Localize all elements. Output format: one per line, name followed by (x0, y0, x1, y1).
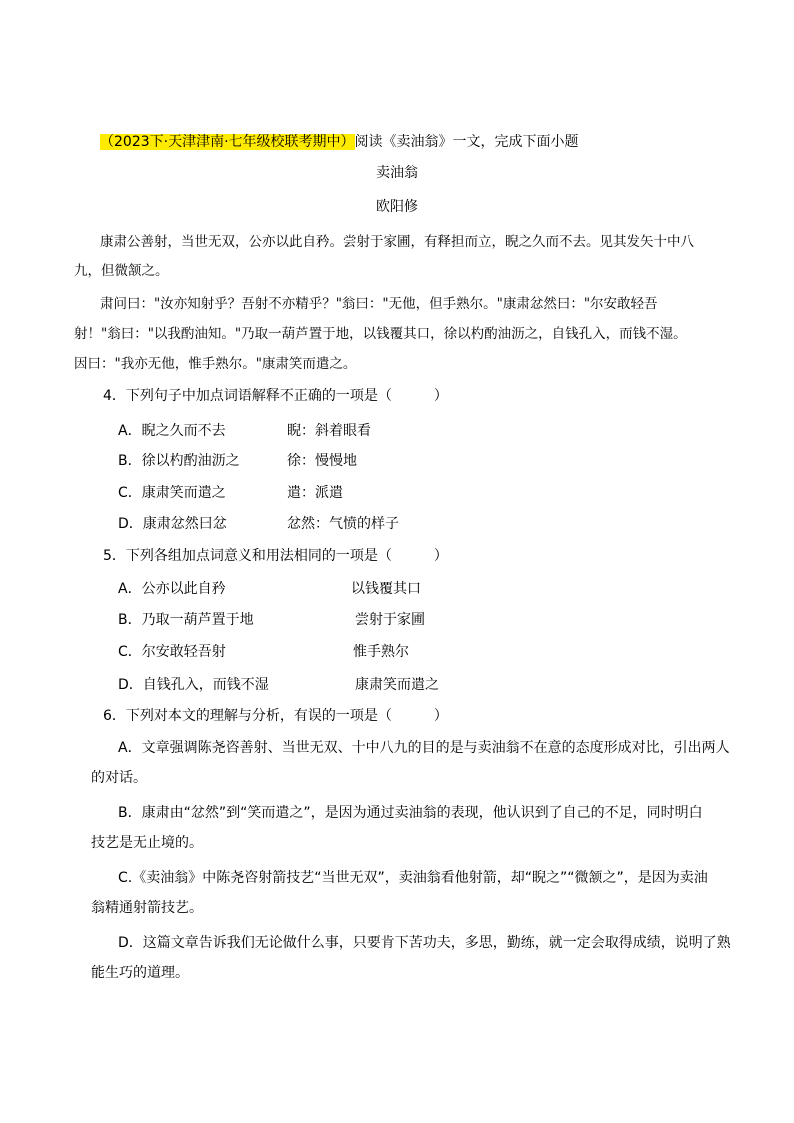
option-label: A．公亦以此自矜 (118, 581, 226, 597)
option-text-cont: 的对话。 (91, 770, 147, 786)
option-text: C.《卖油翁》中陈尧咨射箭技艺“当世无双”，卖油翁看他射箭，却“睨之”“微颔之”，是因为卖油 (118, 870, 708, 886)
passage-line: 因曰："我亦无他，惟手熟尔。"康肃笑而遣之。 (74, 356, 357, 372)
option-answer: 徐：慢慢地 (287, 453, 357, 469)
option-answer: 忿然：气愤的样子 (287, 516, 399, 532)
passage-author: 欧阳修 (376, 199, 418, 215)
option-text: A．文章强调陈尧咨善射、当世无双、十中八九的目的是与卖油翁不在意的态度形成对比，引出两人 (118, 740, 730, 756)
passage-line: 九，但微颔之。 (74, 263, 169, 279)
option-label: B．徐以杓酌油沥之 (118, 453, 240, 469)
question-stem: 4．下列句子中加点词语解释不正确的一项是（ ） (103, 388, 448, 404)
option-answer: 康肃笑而遣之 (355, 677, 439, 693)
question-stem: 5．下列各组加点词意义和用法相同的一项是（ ） (103, 548, 448, 564)
passage-line: 射！"翁曰："以我酌油知。"乃取一葫芦置于地，以钱覆其口，徐以杓酌油沥之，自钱孔入，而钱不湿。 (74, 326, 687, 342)
option-answer: 遣：派遣 (287, 485, 343, 501)
option-text-cont: 翁精通射箭技艺。 (91, 900, 203, 916)
option-label: D．自钱孔入，而钱不湿 (118, 677, 269, 693)
passage-line: 康肃公善射，当世无双，公亦以此自矜。尝射于家圃，有释担而立，睨之久而不去。见其发矢十中八 (100, 234, 694, 250)
option-answer: 以钱覆其口 (351, 581, 421, 597)
source-tag: （2023下·天津津南·七年级校联考期中） (100, 134, 355, 150)
option-label: D．康肃忿然曰忿 (118, 516, 227, 532)
option-text-cont: 能生巧的道理。 (91, 965, 189, 981)
option-text: D．这篇文章告诉我们无论做什么事，只要肯下苦功夫，多思，勤练，就一定会取得成绩，说明了熟 (118, 935, 731, 951)
option-text-cont: 技艺是无止境的。 (91, 835, 203, 851)
passage-title: 卖油翁 (376, 165, 418, 181)
option-answer: 尝射于家圃 (355, 612, 425, 628)
option-answer: 惟手熟尔 (353, 644, 409, 660)
option-label: B．乃取一葫芦置于地 (118, 612, 254, 628)
passage-line: 肃问曰："汝亦知射乎？吾射不亦精乎？"翁曰："无他，但手熟尔。"康肃忿然曰："尔安敢轻吾 (100, 296, 658, 312)
question-stem: 6．下列对本文的理解与分析，有误的一项是（ ） (103, 708, 448, 724)
instruction-text: 阅读《卖油翁》一文，完成下面小题 (354, 134, 579, 150)
option-label: C．尔安敢轻吾射 (118, 644, 226, 660)
option-label: A．睨之久而不去 (118, 423, 226, 439)
option-answer: 睨：斜着眼看 (287, 423, 371, 439)
option-text: B．康肃由“忿然”到“笑而遣之”，是因为通过卖油翁的表现，他认识到了自己的不足，同时明白 (118, 805, 703, 821)
question-header (100, 132, 579, 152)
option-label: C．康肃笑而遣之 (118, 485, 226, 501)
